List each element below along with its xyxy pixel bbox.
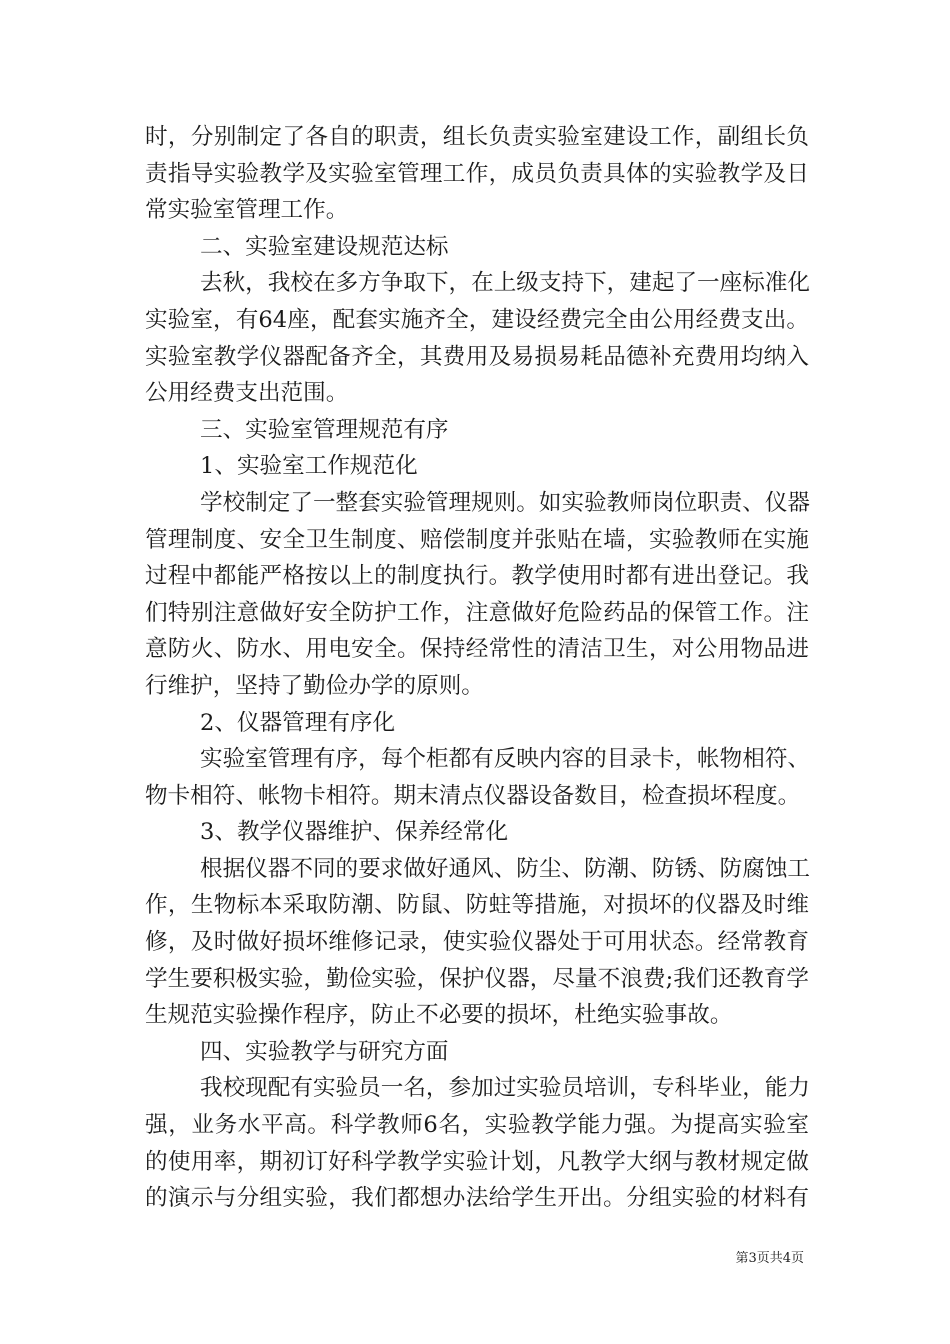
text-line: 管理制度、安全卫生制度、赔偿制度并张贴在墙，实验教师在实施 — [145, 526, 809, 553]
text-line: 意防火、防水、用电安全。保持经常性的清洁卫生，对公用物品进 — [145, 636, 809, 663]
text-line: 学校制定了一整套实验管理规则。如实验教师岗位职责、仪器 — [200, 489, 811, 516]
text-line: 生规范实验操作程序，防止不必要的损坏，杜绝实验事故。 — [145, 1002, 733, 1029]
text-line: 我校现配有实验员一名，参加过实验员培训，专科毕业，能力 — [200, 1075, 811, 1102]
text-line: 时，分别制定了各自的职责，组长负责实验室建设工作，副组长负 — [145, 124, 809, 150]
text-line: 四、实验教学与研究方面 — [200, 1038, 449, 1065]
document-body — [145, 119, 809, 1217]
text-line: 实验室，有64座，配套实施齐全，建设经费完全由公用经费支出。 — [145, 306, 809, 333]
text-line: 2、仪器管理有序化 — [200, 709, 396, 736]
page-number-footer: 第3页共4页 — [735, 1251, 804, 1266]
text-line: 们特别注意做好安全防护工作，注意做好危险药品的保管工作。注 — [145, 599, 809, 626]
text-line: 常实验室管理工作。 — [145, 197, 349, 224]
text-line: 作，生物标本采取防潮、防鼠、防蛀等措施，对损坏的仪器及时维 — [145, 892, 809, 919]
text-line: 公用经费支出范围。 — [145, 380, 349, 407]
text-line: 学生要积极实验，勤俭实验，保护仪器，尽量不浪费;我们还教育学 — [145, 965, 809, 992]
text-line: 责指导实验教学及实验室管理工作，成员负责具体的实验教学及日 — [145, 160, 809, 187]
text-line: 的演示与分组实验，我们都想办法给学生开出。分组实验的材料有 — [145, 1185, 809, 1212]
text-line: 修，及时做好损坏维修记录，使实验仪器处于可用状态。经常教育 — [145, 929, 809, 956]
text-line: 3、教学仪器维护、保养经常化 — [200, 819, 509, 846]
text-line: 实验室教学仪器配备齐全，其费用及易损易耗品德补充费用均纳入 — [145, 343, 809, 370]
text-line: 根据仪器不同的要求做好通风、防尘、防潮、防锈、防腐蚀工 — [200, 855, 811, 882]
text-line: 物卡相符、帐物卡相符。期末清点仪器设备数目，检查损坏程度。 — [145, 782, 801, 809]
text-line: 去秋，我校在多方争取下，在上级支持下，建起了一座标准化 — [200, 270, 811, 297]
text-line: 过程中都能严格按以上的制度执行。教学使用时都有进出登记。我 — [145, 563, 809, 590]
text-line: 强，业务水平高。科学教师6名，实验教学能力强。为提高实验室 — [145, 1112, 809, 1139]
text-line: 1、实验室工作规范化 — [200, 453, 418, 480]
text-line: 三、实验室管理规范有序 — [200, 416, 449, 443]
text-line: 实验室管理有序，每个柜都有反映内容的目录卡，帐物相符、 — [200, 746, 811, 773]
text-line: 的使用率，期初订好科学教学实验计划，凡教学大纲与教材规定做 — [145, 1148, 809, 1175]
text-line: 二、实验室建设规范达标 — [200, 233, 449, 260]
text-line: 行维护，坚持了勤俭办学的原则。 — [145, 672, 484, 699]
